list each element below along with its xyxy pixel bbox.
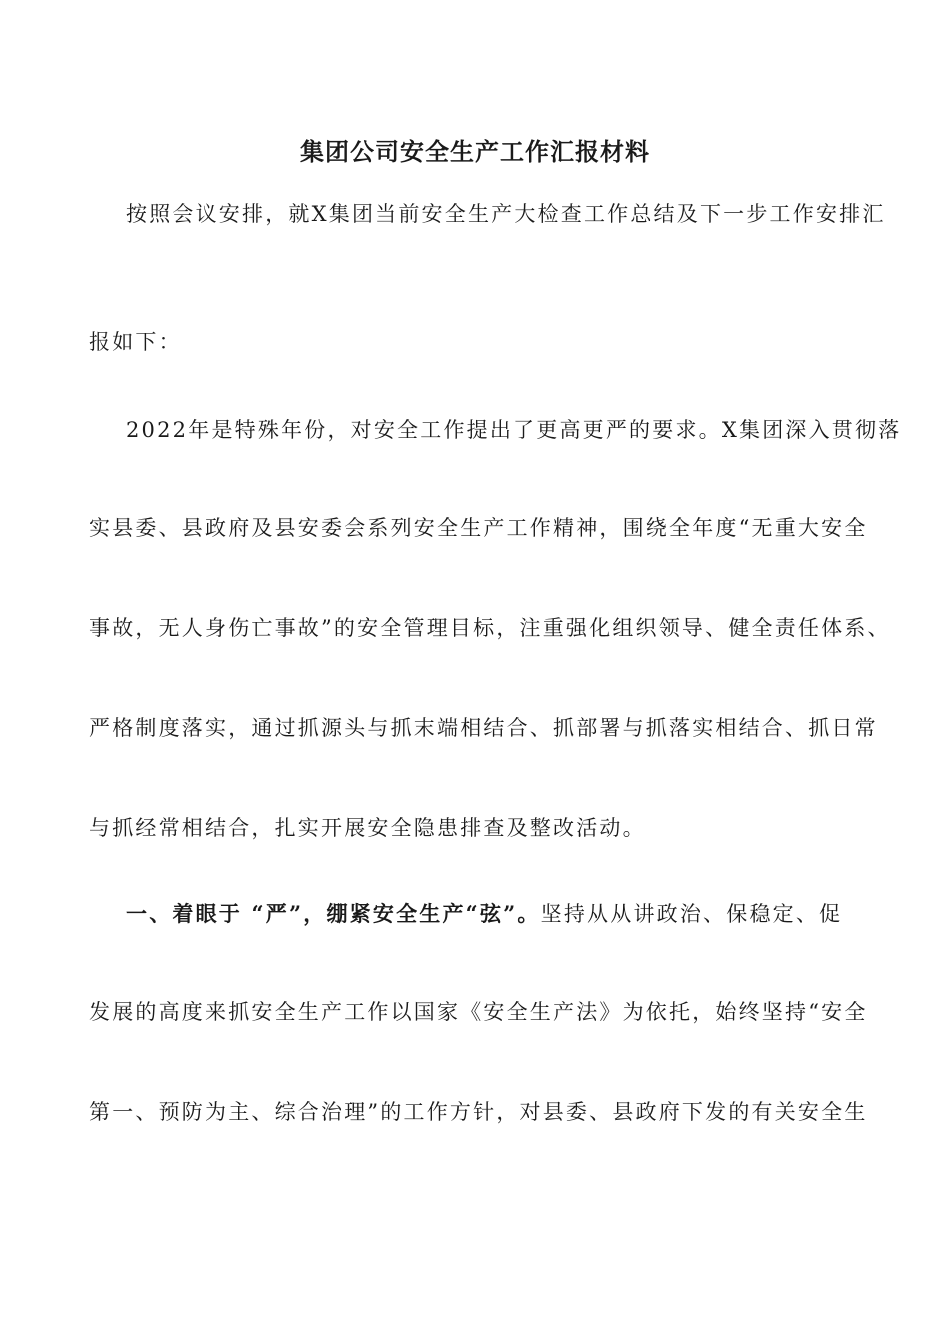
paragraph-3-line-2: 发展的高度来抓安全生产工作以国家《安全生产法》为依托，始终坚持“安全 bbox=[89, 1000, 868, 1024]
section-heading-1: 一、着眼于 “严”，绷紧安全生产“弦”。 bbox=[126, 901, 541, 926]
paragraph-2-line-2: 实县委、县政府及县安委会系列安全生产工作精神，围绕全年度“无重大安全 bbox=[89, 516, 868, 540]
paragraph-2-line-1: 2022年是特殊年份，对安全工作提出了更高更严的要求。X集团深入贯彻落 bbox=[126, 418, 902, 442]
paragraph-1-line-1: 按照会议安排，就X集团当前安全生产大检查工作总结及下一步工作安排汇 bbox=[126, 202, 886, 226]
paragraph-3-line-3: 第一、预防为主、综合治理”的工作方针，对县委、县政府下发的有关安全生 bbox=[89, 1100, 868, 1124]
paragraph-3-line-1 bbox=[126, 899, 926, 929]
paragraph-2-line-5: 与抓经常相结合，扎实开展安全隐患排查及整改活动。 bbox=[89, 816, 646, 840]
paragraph-1-line-2: 报如下： bbox=[89, 330, 182, 354]
paragraph-3-line-1-text: 坚持从从讲政治、保稳定、促 bbox=[540, 902, 843, 926]
document-title: 集团公司安全生产工作汇报材料 bbox=[300, 137, 650, 166]
paragraph-2-line-3: 事故，无人身伤亡事故”的安全管理目标，注重强化组织领导、健全责任体系、 bbox=[89, 616, 891, 640]
paragraph-2-line-4: 严格制度落实，通过抓源头与抓末端相结合、抓部署与抓落实相结合、抓日常 bbox=[89, 716, 878, 740]
